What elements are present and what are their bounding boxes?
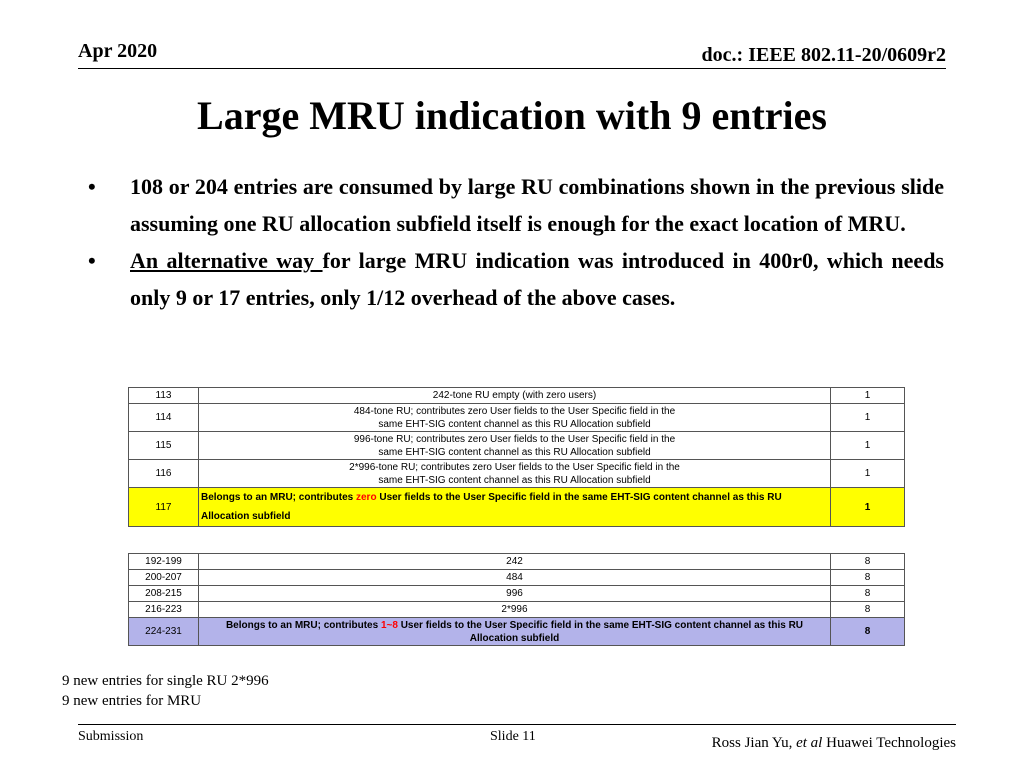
highlighted-row (129, 488, 905, 527)
index-cell: 208-215 (129, 586, 199, 602)
header-date: Apr 2020 (78, 40, 158, 62)
description-cell: 484 (199, 570, 831, 586)
table-row (129, 404, 905, 432)
highlighted-value: 1~8 (380, 619, 398, 631)
table-row (129, 554, 905, 570)
description-cell: 242-tone RU empty (with zero users) (199, 388, 831, 404)
bullet-item (88, 168, 944, 242)
description-text: Belongs to an MRU; contributes (225, 619, 381, 631)
description-cell (199, 460, 831, 488)
description-cell (199, 432, 831, 460)
slide-title: Large MRU indication with 9 entries (197, 93, 827, 138)
description-cell (199, 404, 831, 432)
count-cell: 8 (831, 618, 905, 646)
table-row (129, 570, 905, 586)
author-affiliation: Huawei Technologies (822, 735, 956, 751)
description-cell: 2*996 (199, 602, 831, 618)
index-cell: 113 (129, 388, 199, 404)
index-cell: 117 (129, 488, 199, 527)
bullet-text: for large MRU indication was introduced in 400r0, which needs only 9 or 17 entries, only 1/12 overhead of the above cases. (130, 248, 944, 310)
ru-allocation-table-large (128, 553, 905, 646)
author-name: Ross Jian Yu, (711, 735, 797, 751)
note-single-ru: 9 new entries for single RU 2*996 (62, 673, 269, 689)
footer-submission: Submission (78, 729, 144, 744)
table-row (129, 586, 905, 602)
slide-number: Slide 11 (490, 729, 536, 744)
description-cell: 996 (199, 586, 831, 602)
description-line: same EHT-SIG content channel as this RU Allocation subfield (378, 474, 651, 486)
bullet-dot-icon: • (88, 174, 96, 199)
count-cell: 1 (831, 388, 905, 404)
count-cell: 1 (831, 488, 905, 527)
description-cell (199, 488, 831, 527)
count-cell: 8 (831, 554, 905, 570)
index-cell: 224-231 (129, 618, 199, 646)
table-row (129, 432, 905, 460)
description-line: same EHT-SIG content channel as this RU Allocation subfield (378, 446, 651, 458)
index-cell: 115 (129, 432, 199, 460)
bullet-list (88, 168, 944, 316)
index-cell: 116 (129, 460, 199, 488)
bullet-underlined-text: An alternative way (130, 248, 323, 273)
table-row (129, 460, 905, 488)
bullet-text: 108 or 204 entries are consumed by large RU combinations shown in the previous slide assuming one RU allocation subfield itself is enough for the exact location of MRU. (130, 174, 944, 236)
count-cell: 1 (831, 432, 905, 460)
header-doc-id: doc.: IEEE 802.11-20/0609r2 (701, 44, 946, 66)
index-cell: 114 (129, 404, 199, 432)
highlighted-row (129, 618, 905, 646)
index-cell: 192-199 (129, 554, 199, 570)
description-line: 484-tone RU; contributes zero User fields to the User Specific field in the (353, 405, 676, 417)
description-line: 996-tone RU; contributes zero User fields to the User Specific field in the (353, 433, 676, 445)
description-cell (199, 618, 831, 646)
description-text: User fields to the User Specific field in the same EHT-SIG content channel as this RU Allocation subfield (397, 619, 804, 644)
table-row (129, 388, 905, 404)
description-text: Belongs to an MRU; contributes (201, 492, 356, 503)
description-line: 2*996-tone RU; contributes zero User fields to the User Specific field in the (349, 461, 680, 473)
description-line: same EHT-SIG content channel as this RU Allocation subfield (378, 418, 651, 430)
count-cell: 8 (831, 586, 905, 602)
author-et-al: et al (796, 735, 823, 751)
bullet-item (88, 242, 944, 316)
index-cell: 200-207 (129, 570, 199, 586)
count-cell: 8 (831, 602, 905, 618)
count-cell: 1 (831, 404, 905, 432)
note-mru: 9 new entries for MRU (62, 693, 202, 709)
footer-divider (78, 724, 956, 725)
highlighted-value: zero (356, 492, 377, 503)
ru-allocation-table-small (128, 387, 905, 527)
description-text: User fields to the User Specific field in the same EHT-SIG content channel as this RU Allocation subfield (201, 492, 782, 522)
count-cell: 8 (831, 570, 905, 586)
bullet-dot-icon: • (88, 248, 96, 273)
description-cell: 242 (199, 554, 831, 570)
header-divider (78, 68, 946, 69)
count-cell: 1 (831, 460, 905, 488)
footer-author (712, 735, 956, 752)
table-row (129, 602, 905, 618)
index-cell: 216-223 (129, 602, 199, 618)
